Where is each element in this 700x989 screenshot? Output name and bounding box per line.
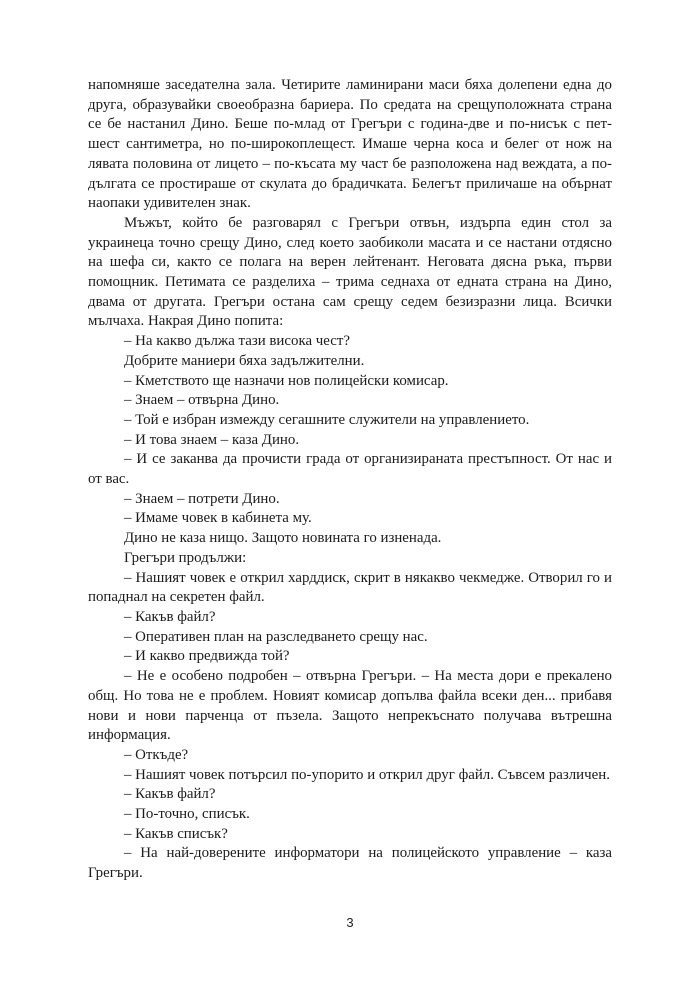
paragraph: – Не е особено подробен – отвърна Грегъри. – На места дори е прекалено общ. Но това не е проблем. Новият комисар допълва файла всеки ден... прибавя нови и нови парченца от пъзела. Защото непрекъснато получава вътрешна информация. (88, 668, 612, 744)
paragraph: Мъжът, който бе разговарял с Грегъри отвън, издърпа един стол за украинеца точно срещу Дино, след което заобиколи масата и се настани отдясно на шефа си, както се полага на верен лейтенант. Неговата дясна ръка, първи помощник. Петимата се разделиха – трима седнаха от едната страна на Дино, двама от другата. Грегъри остана сам срещу седем безизразни лица. Всички мълчаха. Накрая Дино попита: (88, 214, 612, 330)
paragraph: Добрите маниери бяха задължителни. (124, 352, 365, 369)
paragraph: – На най-доверените информатори на полицейското управление – каза Грегъри. (88, 845, 612, 882)
body-text (88, 76, 612, 884)
paragraph: – И това знаем – каза Дино. (124, 431, 300, 448)
paragraph: – Оперативен план на разследването срещу нас. (124, 628, 428, 645)
paragraph: – На какво дължа тази висока чест? (124, 333, 350, 350)
paragraph: – Кметството ще назначи нов полицейски комисар. (124, 372, 449, 389)
paragraph: – И какво предвижда той? (124, 648, 290, 665)
paragraph: – Какъв файл? (124, 608, 216, 625)
paragraph: – По-точно, списък. (124, 806, 250, 823)
paragraph: – Той е избран измежду сегашните служители на управлението. (124, 411, 530, 428)
paragraph: напомняше заседателна зала. Четирите ламинирани маси бяха долепени една до друга, образувайки своеобразна бариера. По средата на срещуположната страна се бе настанил Дино. Беше по-млад от Грегъри с година-две и по-нисък с пет-шест сантиметра, но по-широкоплещест. Имаше черна коса и белег от нож на лявата половина от лицето – по-късата му част бе разположена над веждата, а по-дългата се простираше от скулата до брадичката. Белегът приличаше на обърнат наопаки удивителен знак. (88, 77, 612, 212)
paragraph: – И се заканва да прочисти града от организираната престъпност. От нас и от вас. (88, 451, 612, 488)
paragraph: – Какъв файл? (124, 786, 216, 803)
paragraph: – Какъв списък? (124, 825, 228, 842)
paragraph: – Имаме човек в кабинета му. (124, 510, 312, 527)
paragraph: Дино не каза нищо. Защото новината го изненада. (124, 530, 442, 547)
paragraph: – Знаем – отвърна Дино. (124, 392, 280, 409)
page-number: 3 (346, 915, 354, 930)
paragraph: – Знаем – потрети Дино. (124, 490, 280, 507)
paragraph: – Нашият човек потърсил по-упорито и открил друг файл. Съвсем различен. (124, 766, 610, 783)
paragraph: Грегъри продължи: (124, 549, 247, 566)
paragraph: – Откъде? (124, 746, 189, 763)
paragraph: – Нашият човек е открил харддиск, скрит в някакво чекмедже. Отворил го и попаднал на секретен файл. (88, 569, 612, 606)
